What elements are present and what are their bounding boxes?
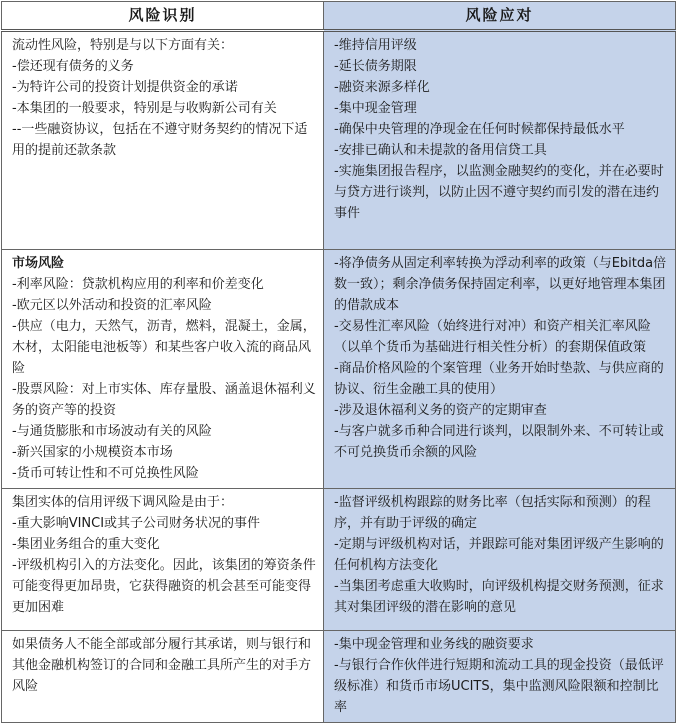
response-line: -定期与评级机构对话，并跟踪可能对集团评级产生影响的任何机构方法变化 <box>334 537 664 573</box>
response-line: -延长债务期限 <box>334 59 417 74</box>
response-line: -确保中央管理的净现金在任何时候都保持最低水平 <box>334 122 625 137</box>
risk-identification-cell <box>2 31 324 250</box>
response-line: -将净债务从固定利率转换为浮动利率的政策（与Ebitda倍数一致）；剩余净债务保持固定利率，以更好地管理本集团的借款成本 <box>334 256 667 313</box>
risk-line: 流动性风险，特别是与以下方面有关： <box>12 38 234 53</box>
risk-response-cell <box>324 631 676 723</box>
risk-line: -为特许公司的投资计划提供资金的承诺 <box>12 80 238 95</box>
risk-line: -股票风险：对上市实体、库存量股、涵盖退休福利义务的资产等的投资 <box>12 382 316 418</box>
response-line: -商品价格风险的个案管理（业务开始时垫款、与供应商的协议、衍生金融工具的使用） <box>334 361 664 397</box>
risk-line: -偿还现有债务的义务 <box>12 59 134 74</box>
table-header-row <box>2 2 676 31</box>
response-line: -维持信用评级 <box>334 38 417 53</box>
response-line: -集中现金管理 <box>334 101 417 116</box>
response-line: -实施集团报告程序，以监测金融契约的变化，并在必要时与贷方进行谈判，以防止因不遵守契约而引发的潜在违约事件 <box>334 164 664 221</box>
table-row-liquidity-risk <box>2 31 676 250</box>
risk-response-cell <box>324 31 676 250</box>
risk-line: 集团实体的信用评级下调风险是由于： <box>12 495 234 510</box>
risk-line: -货币可转让性和不可兑换性风险 <box>12 466 199 481</box>
risk-line: -重大影响VINCI或其子公司财务状况的事件 <box>12 516 261 531</box>
risk-line: -利率风险：贷款机构应用的利率和价差变化 <box>12 277 264 292</box>
table-row-counterparty-risk <box>2 631 676 723</box>
risk-line: -本集团的一般要求，特别是与收购新公司有关 <box>12 101 277 116</box>
risk-response-cell <box>324 250 676 489</box>
risk-identification-cell <box>2 631 324 723</box>
response-line: -涉及退休福利义务的资产的定期审查 <box>334 403 547 418</box>
risk-line: -欧元区以外活动和投资的汇率风险 <box>12 298 212 313</box>
risk-line: -与通货膨胀和市场波动有关的风险 <box>12 424 212 439</box>
risk-line: -集团业务组合的重大变化 <box>12 537 160 552</box>
risk-response-cell <box>324 489 676 631</box>
risk-line: -评级机构引入的方法变化。因此，该集团的筹资条件可能变得更加昂贵，它获得融资的机会甚至可能变得更加困难 <box>12 558 316 615</box>
risk-line: -供应（电力，天然气，沥青，燃料，混凝土，金属，木材，太阳能电池板等）和某些客户收入流的商品风险 <box>12 319 316 376</box>
response-line: -融资来源多样化 <box>334 80 430 95</box>
risk-line: --一些融资协议，包括在不遵守财务契约的情况下适用的提前还款条款 <box>12 122 308 158</box>
risk-identification-cell <box>2 489 324 631</box>
table-row-credit-rating-risk <box>2 489 676 631</box>
risk-category-title: 市场风险 <box>12 256 65 271</box>
response-line: -当集团考虑重大收购时，向评级机构提交财务预测，征求其对集团评级的潜在影响的意见 <box>334 579 664 615</box>
risk-line: -新兴国家的小规模资本市场 <box>12 445 173 460</box>
header-risk-response: 风险应对 <box>324 2 676 31</box>
response-line: -监督评级机构跟踪的财务比率（包括实际和预测）的程序，并有助于评级的确定 <box>334 495 651 531</box>
risk-table <box>1 1 676 723</box>
risk-line: 如果债务人不能全部或部分履行其承诺，则与银行和其他金融机构签订的合同和金融工具所产生的对手方风险 <box>12 637 312 694</box>
response-line: -交易性汇率风险（始终进行对冲）和资产相关汇率风险（以单个货币为基础进行相关性分析）的套期保值政策 <box>334 319 651 355</box>
table-row-market-risk <box>2 250 676 489</box>
response-line: -与客户就多币种合同进行谈判，以限制外来、不可转让或不可兑换货币余额的风险 <box>334 424 664 460</box>
response-line: -安排已确认和未提款的备用信贷工具 <box>334 143 547 158</box>
response-line: -与银行合作伙伴进行短期和流动工具的现金投资（最低评级标准）和货币市场UCITS，集中监测风险限额和控制比率 <box>334 658 664 715</box>
risk-identification-cell <box>2 250 324 489</box>
response-line: -集中现金管理和业务线的融资要求 <box>334 637 534 652</box>
header-risk-identification: 风险识别 <box>2 2 324 31</box>
